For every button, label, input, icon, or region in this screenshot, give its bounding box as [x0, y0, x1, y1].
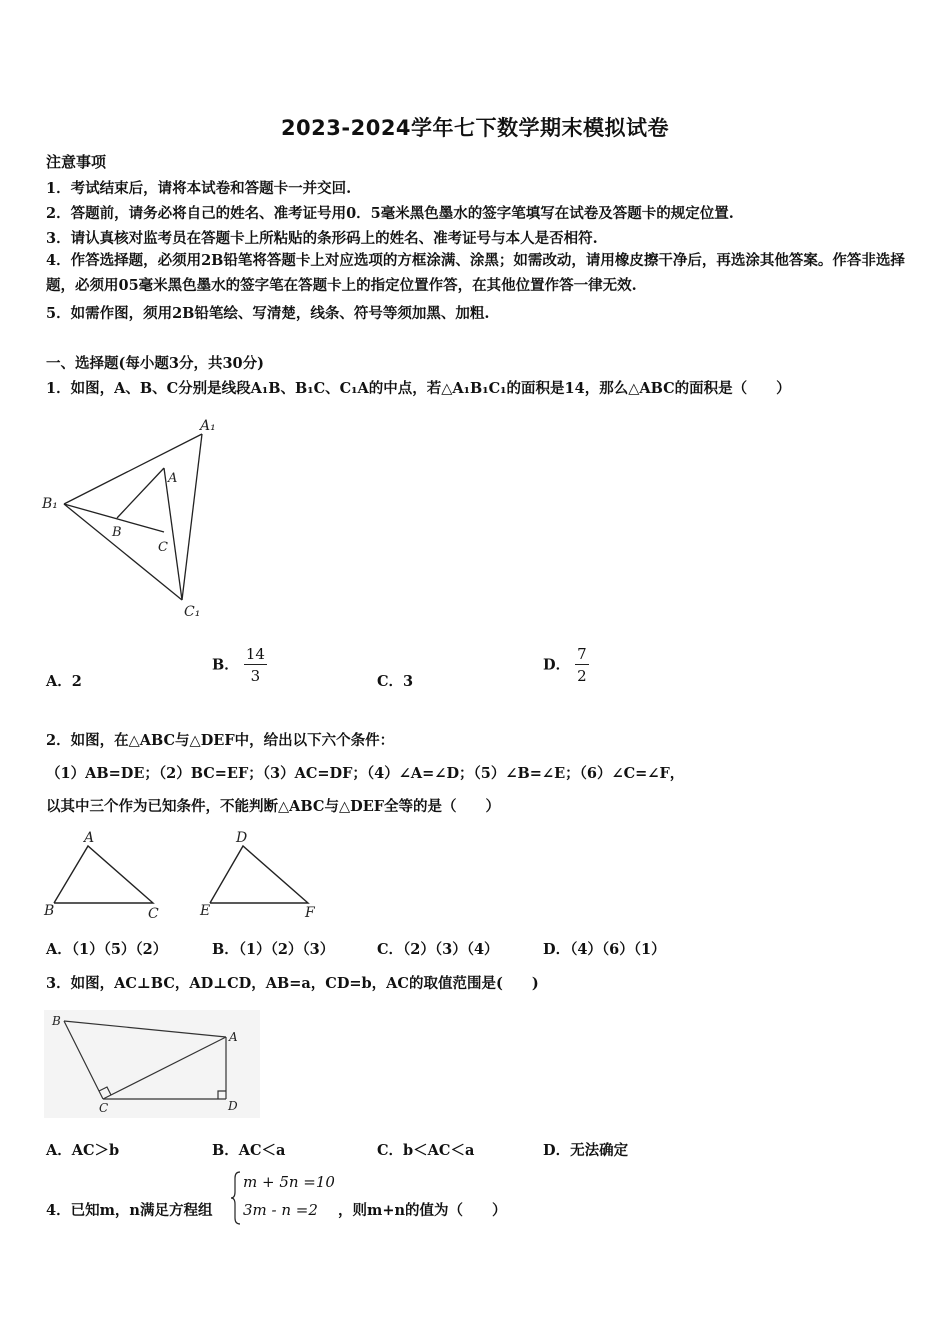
q2-label-b: B: [44, 903, 55, 919]
note-item-2: 2．答题前，请务必将自己的姓名、准考证号用0．5毫米黑色墨水的签字笔填写在试卷及答题卡的规定位置.: [46, 205, 734, 222]
q3-option-b: B．AC＜a: [212, 1142, 286, 1159]
q1-label-c1: C₁: [184, 604, 201, 620]
q2-label-d: D: [236, 830, 248, 846]
q1-option-d: [543, 644, 589, 687]
q1-label-b: B: [112, 525, 122, 540]
q2-figure: [40, 826, 330, 926]
q2-question: 以其中三个作为已知条件，不能判断△ABC与△DEF全等的是（ ）: [46, 798, 501, 815]
q1-option-b-fraction: [244, 644, 267, 687]
q2-label-c: C: [148, 906, 159, 922]
q3-option-d: D．无法确定: [543, 1142, 629, 1159]
q3-option-a: A．AC＞b: [46, 1142, 120, 1159]
q1-option-b: [212, 644, 267, 687]
fraction-denominator: 3: [250, 667, 261, 685]
q1-option-a: A．2: [46, 673, 82, 690]
q4-equation-2: 3m - n =2: [243, 1201, 318, 1219]
q2-option-a: A．（1）（5）（2）: [46, 941, 168, 958]
note-item-3: 3．请认真核对监考员在答题卡上所粘贴的条形码上的姓名、准考证号与本人是否相符.: [46, 230, 598, 247]
q1-option-b-label: B．: [212, 656, 239, 674]
q3-figure: [44, 1010, 260, 1118]
q4-equation-1: m + 5n =10: [243, 1173, 335, 1191]
note-item-4: 4．作答选择题，必须用2B铅笔将答题卡上对应选项的方框涂满、涂黑；如需改动，请用橡皮擦干净后，再选涂其他答案。作答非选择题，必须用05毫米黑色墨水的签字笔在答题卡上的指定位置作答，在其他位置作答一律无效.: [46, 252, 905, 294]
q3-label-b: B: [52, 1014, 61, 1028]
fraction-numerator: 7: [577, 645, 587, 663]
q2-label-a: A: [84, 830, 95, 846]
q4-prefix: 4．已知m，n满足方程组: [46, 1202, 213, 1219]
q1-option-d-fraction: [575, 644, 589, 687]
q2-stem: 2．如图，在△ABC与△DEF中，给出以下六个条件：: [46, 732, 395, 749]
page-title: 2023-2024学年七下数学期末模拟试卷: [280, 116, 670, 140]
fraction-denominator: 2: [577, 667, 587, 685]
q1-label-a: A: [168, 471, 178, 486]
q3-stem: 3．如图，AC⊥BC，AD⊥CD，AB=a，CD=b，AC的取值范围是( ): [46, 975, 539, 992]
q1-option-c: C．3: [377, 673, 414, 690]
q1-option-d-label: D．: [543, 656, 571, 674]
q4-suffix: ，则m+n的值为（ ）: [338, 1202, 507, 1219]
q3-label-a: A: [229, 1030, 238, 1044]
q1-figure: [40, 412, 240, 626]
q2-label-e: E: [200, 903, 211, 919]
q2-option-b: B．（1）（2）（3）: [212, 941, 335, 958]
q2-option-d: D．（4）（6）（1）: [543, 941, 666, 958]
q2-label-f: F: [305, 905, 315, 921]
q3-label-d: D: [228, 1099, 238, 1113]
q1-label-b1: B₁: [42, 496, 58, 512]
section-heading: 一、选择题(每小题3分，共30分): [46, 355, 264, 372]
q1-label-c: C: [158, 540, 168, 555]
note-item-5: 5．如需作图，须用2B铅笔绘、写清楚，线条、符号等须加黑、加粗.: [46, 305, 490, 322]
q3-label-c: C: [99, 1101, 109, 1115]
q2-option-c: C．（2）（3）（4）: [377, 941, 499, 958]
note-item-1: 1．考试结束后，请将本试卷和答题卡一并交回.: [46, 180, 352, 197]
fraction-numerator: 14: [245, 645, 265, 663]
q1-label-a1: A₁: [200, 418, 216, 434]
q2-conditions: （1）AB=DE；（2）BC=EF；（3）AC=DF；（4）∠A=∠D；（5）∠B=∠E；（6）∠C=∠F，: [46, 765, 685, 782]
notes-heading: 注意事项: [46, 153, 107, 171]
q1-stem: 1．如图，A、B、C分别是线段A₁B、B₁C、C₁A的中点，若△A₁B₁C₁的面积是14，那么△ABC的面积是（ ）: [46, 380, 791, 397]
system-brace-icon: [230, 1170, 242, 1226]
q3-option-c: C．b＜AC＜a: [377, 1142, 475, 1159]
